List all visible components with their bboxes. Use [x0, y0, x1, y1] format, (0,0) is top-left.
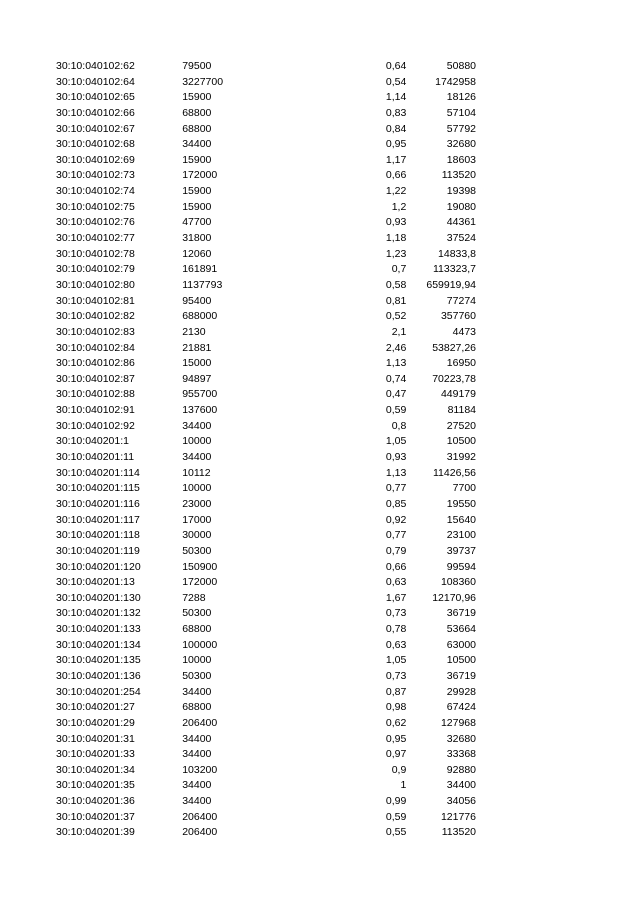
cadastral-number-cell: 30:10:040201:118: [56, 529, 140, 542]
result-cell: 659919,94: [426, 278, 476, 291]
coefficient-cell: 0,81: [385, 294, 407, 307]
coefficient-cell: 1,13: [385, 466, 407, 479]
cadastral-number-cell: 30:10:040201:29: [56, 716, 135, 729]
value-cell: 3227700: [182, 75, 224, 88]
table-row: [56, 372, 476, 388]
value-cell: 23000: [182, 497, 212, 510]
result-cell: 44361: [446, 216, 476, 229]
result-cell: 57792: [446, 122, 476, 135]
cadastral-number-cell: 30:10:040102:91: [56, 404, 135, 417]
value-cell: 50300: [182, 544, 212, 557]
cadastral-number-cell: 30:10:040201:34: [56, 763, 135, 776]
result-cell: 10500: [446, 435, 476, 448]
result-cell: 36719: [446, 669, 476, 682]
value-cell: 21881: [182, 341, 212, 354]
result-cell: 19550: [446, 497, 476, 510]
value-cell: 100000: [182, 638, 218, 651]
result-cell: 121776: [440, 810, 476, 823]
table-row: [56, 575, 476, 591]
coefficient-cell: 1,13: [385, 357, 407, 370]
cadastral-number-cell: 30:10:040102:80: [56, 278, 135, 291]
result-cell: 34400: [446, 779, 476, 792]
result-cell: 449179: [440, 388, 476, 401]
value-cell: 15900: [182, 153, 212, 166]
coefficient-cell: 0,55: [385, 826, 407, 839]
result-cell: 113323,7: [432, 263, 476, 276]
value-cell: 7288: [182, 591, 206, 604]
coefficient-cell: 0,63: [385, 576, 407, 589]
table-row: [56, 356, 476, 372]
table-row: [56, 810, 476, 826]
table-row: [56, 794, 476, 810]
coefficient-cell: 0,95: [385, 732, 407, 745]
cadastral-number-cell: 30:10:040201:1: [56, 435, 129, 448]
coefficient-cell: 1,23: [385, 247, 407, 260]
table-row: [56, 528, 476, 544]
coefficient-cell: 0,7: [391, 263, 407, 276]
coefficient-cell: 1,18: [385, 232, 407, 245]
cadastral-number-cell: 30:10:040102:92: [56, 419, 135, 432]
result-cell: 77274: [446, 294, 476, 307]
value-cell: 206400: [182, 826, 218, 839]
coefficient-cell: 0,92: [385, 513, 407, 526]
value-cell: 137600: [182, 404, 218, 417]
result-cell: 27520: [446, 419, 476, 432]
cadastral-number-cell: 30:10:040102:73: [56, 169, 135, 182]
result-cell: 23100: [446, 529, 476, 542]
coefficient-cell: 0,77: [385, 482, 407, 495]
cadastral-number-cell: 30:10:040201:132: [56, 607, 141, 620]
coefficient-cell: 0,84: [385, 122, 407, 135]
cadastral-number-cell: 30:10:040102:87: [56, 372, 135, 385]
cadastral-number-cell: 30:10:040102:67: [56, 122, 135, 135]
result-cell: 53664: [446, 623, 476, 636]
table-row: [56, 825, 476, 841]
value-cell: 31800: [182, 232, 212, 245]
result-cell: 15640: [446, 513, 476, 526]
result-cell: 12170,96: [432, 591, 476, 604]
value-cell: 34400: [182, 779, 212, 792]
cadastral-number-cell: 30:10:040102:74: [56, 185, 135, 198]
coefficient-cell: 0,73: [385, 607, 407, 620]
result-cell: 18603: [446, 153, 476, 166]
coefficient-cell: 1,14: [385, 91, 407, 104]
table-row: [56, 153, 476, 169]
coefficient-cell: 0,98: [385, 701, 407, 714]
coefficient-cell: 0,93: [385, 451, 407, 464]
cadastral-number-cell: 30:10:040201:120: [56, 560, 141, 573]
coefficient-cell: 1,2: [391, 200, 407, 213]
cadastral-number-cell: 30:10:040201:115: [56, 482, 140, 495]
coefficient-cell: 2,46: [385, 341, 407, 354]
value-cell: 12060: [182, 247, 212, 260]
coefficient-cell: 0,54: [385, 75, 407, 88]
value-cell: 172000: [182, 576, 218, 589]
value-cell: 34400: [182, 451, 212, 464]
table-row: [56, 137, 476, 153]
coefficient-cell: 0,97: [385, 748, 407, 761]
result-cell: 127968: [440, 716, 476, 729]
result-cell: 70223,78: [432, 372, 476, 385]
value-cell: 30000: [182, 529, 212, 542]
table-row: [56, 638, 476, 654]
value-cell: 10000: [182, 654, 212, 667]
cadastral-number-cell: 30:10:040201:11: [56, 451, 135, 464]
value-cell: 68800: [182, 701, 212, 714]
result-cell: 11426,56: [432, 466, 476, 479]
coefficient-cell: 0,83: [385, 106, 407, 119]
coefficient-cell: 0,99: [385, 795, 407, 808]
value-cell: 95400: [182, 294, 212, 307]
table-row: [56, 481, 476, 497]
cadastral-number-cell: 30:10:040102:86: [56, 357, 135, 370]
cadastral-number-cell: 30:10:040201:134: [56, 638, 141, 651]
result-cell: 32680: [446, 138, 476, 151]
result-cell: 10500: [446, 654, 476, 667]
result-cell: 53827,26: [432, 341, 476, 354]
table-row: [56, 387, 476, 403]
data-table: [56, 59, 476, 841]
coefficient-cell: 1,67: [385, 591, 407, 604]
table-row: [56, 466, 476, 482]
coefficient-cell: 0,64: [385, 60, 407, 72]
table-row: [56, 278, 476, 294]
result-cell: 1742958: [435, 75, 476, 88]
coefficient-cell: 1,17: [385, 153, 407, 166]
coefficient-cell: 1,22: [385, 185, 407, 198]
cadastral-number-cell: 30:10:040102:81: [56, 294, 135, 307]
value-cell: 34400: [182, 419, 212, 432]
result-cell: 14833,8: [438, 247, 476, 260]
cadastral-number-cell: 30:10:040201:117: [56, 513, 140, 526]
coefficient-cell: 0,52: [385, 310, 407, 323]
table-row: [56, 434, 476, 450]
value-cell: 34400: [182, 748, 212, 761]
cadastral-number-cell: 30:10:040102:76: [56, 216, 135, 229]
cadastral-number-cell: 30:10:040102:78: [56, 247, 135, 260]
cadastral-number-cell: 30:10:040102:77: [56, 232, 135, 245]
value-cell: 10000: [182, 435, 212, 448]
result-cell: 67424: [446, 701, 476, 714]
cadastral-number-cell: 30:10:040201:114: [56, 466, 140, 479]
cadastral-number-cell: 30:10:040201:35: [56, 779, 135, 792]
table-row: [56, 591, 476, 607]
coefficient-cell: 0,85: [385, 497, 407, 510]
table-row: [56, 184, 476, 200]
cadastral-number-cell: 30:10:040201:33: [56, 748, 135, 761]
cadastral-number-cell: 30:10:040102:65: [56, 91, 135, 104]
cadastral-number-cell: 30:10:040201:13: [56, 576, 135, 589]
cadastral-number-cell: 30:10:040201:130: [56, 591, 141, 604]
value-cell: 1137793: [182, 278, 223, 291]
table-row: [56, 669, 476, 685]
table-row: [56, 450, 476, 466]
table-row: [56, 325, 476, 341]
value-cell: 206400: [182, 810, 218, 823]
table-row: [56, 763, 476, 779]
value-cell: 15900: [182, 185, 212, 198]
table-row: [56, 247, 476, 263]
coefficient-cell: 1,05: [385, 435, 407, 448]
cadastral-number-cell: 30:10:040102:69: [56, 153, 135, 166]
value-cell: 34400: [182, 685, 212, 698]
table-row: [56, 215, 476, 231]
value-cell: 94897: [182, 372, 212, 385]
result-cell: 34056: [446, 795, 476, 808]
coefficient-cell: 0,87: [385, 685, 407, 698]
value-cell: 10000: [182, 482, 212, 495]
result-cell: 29928: [446, 685, 476, 698]
result-cell: 50880: [446, 60, 476, 72]
coefficient-cell: 0,95: [385, 138, 407, 151]
result-cell: 4473: [452, 325, 476, 338]
value-cell: 68800: [182, 122, 212, 135]
result-cell: 113520: [441, 826, 476, 839]
cadastral-number-cell: 30:10:040102:62: [56, 60, 135, 72]
coefficient-cell: 0,8: [391, 419, 407, 432]
value-cell: 50300: [182, 669, 212, 682]
coefficient-cell: 2,1: [391, 325, 407, 338]
coefficient-cell: 0,66: [385, 169, 407, 182]
coefficient-cell: 0,59: [385, 404, 407, 417]
result-cell: 7700: [452, 482, 476, 495]
result-cell: 92880: [446, 763, 476, 776]
table-row: [56, 168, 476, 184]
result-cell: 99594: [446, 560, 476, 573]
table-row: [56, 419, 476, 435]
table-row: [56, 90, 476, 106]
value-cell: 68800: [182, 106, 212, 119]
table-row: [56, 778, 476, 794]
result-cell: 19398: [446, 185, 476, 198]
value-cell: 161891: [182, 263, 218, 276]
value-cell: 34400: [182, 795, 212, 808]
value-cell: 50300: [182, 607, 212, 620]
cadastral-number-cell: 30:10:040102:82: [56, 310, 135, 323]
table-row: [56, 106, 476, 122]
coefficient-cell: 0,59: [385, 810, 407, 823]
value-cell: 103200: [182, 763, 218, 776]
cadastral-number-cell: 30:10:040201:31: [56, 732, 135, 745]
coefficient-cell: 0,63: [385, 638, 407, 651]
cadastral-number-cell: 30:10:040201:136: [56, 669, 141, 682]
coefficient-cell: 0,66: [385, 560, 407, 573]
result-cell: 31992: [446, 451, 476, 464]
table-row: [56, 59, 476, 75]
cadastral-number-cell: 30:10:040201:39: [56, 826, 135, 839]
result-cell: 18126: [446, 91, 476, 104]
table-row: [56, 732, 476, 748]
coefficient-cell: 1,05: [385, 654, 407, 667]
result-cell: 113520: [441, 169, 476, 182]
table-row: [56, 294, 476, 310]
value-cell: 150900: [182, 560, 218, 573]
coefficient-cell: 0,79: [385, 544, 407, 557]
value-cell: 79500: [182, 60, 212, 72]
cadastral-number-cell: 30:10:040102:66: [56, 106, 135, 119]
cadastral-number-cell: 30:10:040102:79: [56, 263, 135, 276]
table-row: [56, 560, 476, 576]
value-cell: 206400: [182, 716, 218, 729]
cadastral-number-cell: 30:10:040102:84: [56, 341, 135, 354]
result-cell: 63000: [446, 638, 476, 651]
table-row: [56, 262, 476, 278]
cadastral-number-cell: 30:10:040201:37: [56, 810, 135, 823]
coefficient-cell: 0,74: [385, 372, 407, 385]
table-row: [56, 653, 476, 669]
cadastral-number-cell: 30:10:040102:83: [56, 325, 135, 338]
cadastral-number-cell: 30:10:040102:68: [56, 138, 135, 151]
value-cell: 10112: [182, 466, 211, 479]
value-cell: 955700: [182, 388, 218, 401]
value-cell: 688000: [182, 310, 218, 323]
table-row: [56, 497, 476, 513]
coefficient-cell: 0,78: [385, 623, 407, 636]
result-cell: 57104: [446, 106, 476, 119]
table-row: [56, 513, 476, 529]
result-cell: 108360: [440, 576, 476, 589]
coefficient-cell: 0,58: [385, 278, 407, 291]
coefficient-cell: 0,62: [385, 716, 407, 729]
cadastral-number-cell: 30:10:040201:254: [56, 685, 141, 698]
cadastral-number-cell: 30:10:040102:64: [56, 75, 135, 88]
table-row: [56, 716, 476, 732]
table-row: [56, 231, 476, 247]
result-cell: 36719: [446, 607, 476, 620]
table-row: [56, 200, 476, 216]
cadastral-number-cell: 30:10:040102:75: [56, 200, 135, 213]
table-row: [56, 747, 476, 763]
result-cell: 37524: [446, 232, 476, 245]
table-row: [56, 685, 476, 701]
table-row: [56, 341, 476, 357]
value-cell: 17000: [182, 513, 212, 526]
result-cell: 357760: [440, 310, 476, 323]
value-cell: 34400: [182, 732, 212, 745]
coefficient-cell: 0,93: [385, 216, 407, 229]
table-body: [56, 59, 476, 841]
cadastral-number-cell: 30:10:040201:27: [56, 701, 135, 714]
coefficient-cell: 0,47: [385, 388, 407, 401]
cadastral-number-cell: 30:10:040201:133: [56, 623, 141, 636]
result-cell: 33368: [446, 748, 476, 761]
result-cell: 32680: [446, 732, 476, 745]
coefficient-cell: 0,73: [385, 669, 407, 682]
value-cell: 47700: [182, 216, 212, 229]
coefficient-cell: 1: [400, 779, 407, 792]
result-cell: 81184: [447, 404, 476, 417]
value-cell: 68800: [182, 623, 212, 636]
result-cell: 39737: [446, 544, 476, 557]
result-cell: 16950: [446, 357, 476, 370]
value-cell: 15000: [182, 357, 212, 370]
table-row: [56, 403, 476, 419]
coefficient-cell: 0,9: [391, 763, 407, 776]
table-row: [56, 309, 476, 325]
coefficient-cell: 0,77: [385, 529, 407, 542]
value-cell: 172000: [182, 169, 218, 182]
cadastral-number-cell: 30:10:040201:36: [56, 795, 135, 808]
cadastral-number-cell: 30:10:040201:116: [56, 497, 140, 510]
value-cell: 2130: [182, 325, 206, 338]
table-row: [56, 544, 476, 560]
table-row: [56, 122, 476, 138]
table-row: [56, 700, 476, 716]
value-cell: 34400: [182, 138, 212, 151]
table-row: [56, 622, 476, 638]
value-cell: 15900: [182, 91, 212, 104]
value-cell: 15900: [182, 200, 212, 213]
table-row: [56, 606, 476, 622]
result-cell: 19080: [446, 200, 476, 213]
cadastral-number-cell: 30:10:040201:135: [56, 654, 141, 667]
table-row: [56, 75, 476, 91]
cadastral-number-cell: 30:10:040201:119: [56, 544, 140, 557]
cadastral-number-cell: 30:10:040102:88: [56, 388, 135, 401]
